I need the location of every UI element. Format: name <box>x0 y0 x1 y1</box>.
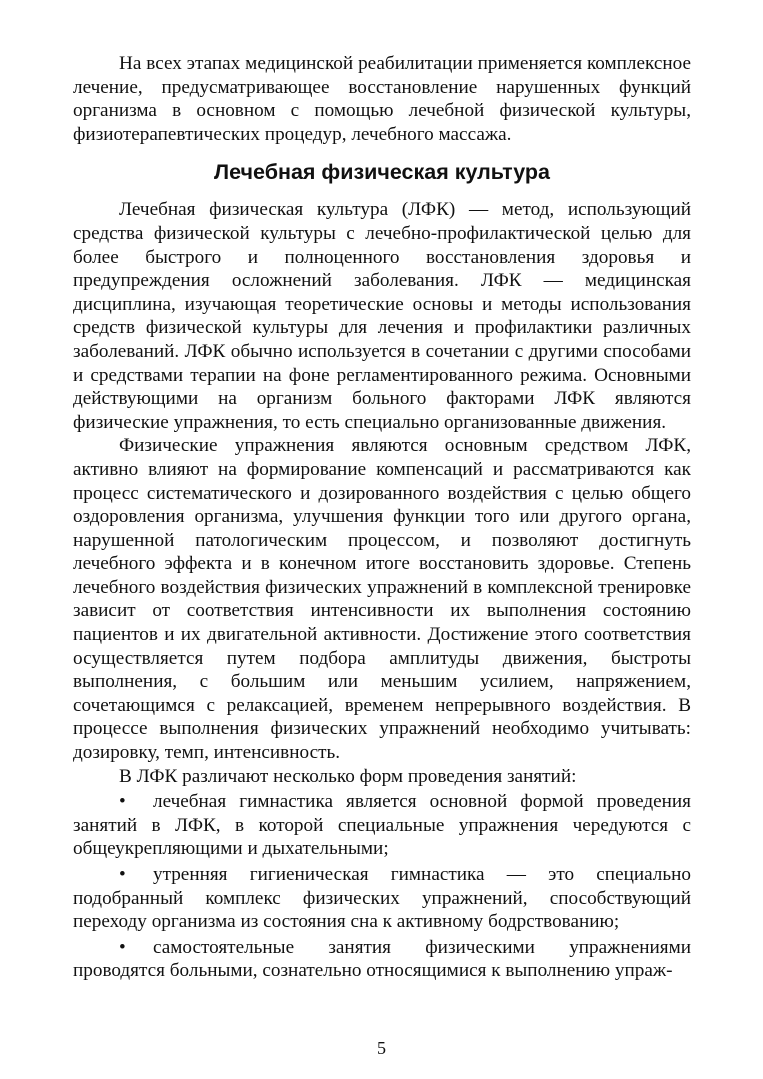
paragraph-2: Физические упражнения являются основным средством ЛФК, активно влияют на формирование компенсаций и рассматриваются как процесс систематического и дозированного воздействия с целью общего оздоровления организма, улучшения функции того или другого органа, нарушенной патологическим процессом, и позволяют достигнуть лечебного эффекта и в конечном итоге восстановить здоровье. Степень лечебного воздействия физических упражнений в комплексной тренировке зависит от соответствия интенсивности их выполнения состоянию пациентов и их двигательной активности. Достижение этого соответствия осуществляется путем подбора амплитуды движения, быстроты выполнения, с большим или меньшим усилием, напряжением, сочетающимся с релаксацией, временем непрерывного воздействия. В процессе выполнения физических упражнений необходимо учитывать: дозировку, темп, интенсивность. <box>73 435 691 764</box>
list-item-text: лечебная гимнастика является основной формой проведения занятий в ЛФК, в которой специальные упражнения чередуются с общеукрепляющими и дыхательными; <box>73 791 691 860</box>
paragraph-1: Лечебная физическая культура (ЛФК) — метод, использующий средства физической культуры с лечебно-профилактической целью для более быстрого и полноценного восстановления здоровья и предупреждения осложнений заболевания. ЛФК — медицинская дисциплина, изучающая теоретические основы и методы использования средств физической культуры для лечения и профилактики различных заболеваний. ЛФК обычно используется в сочетании с другими способами и средствами терапии на фоне регламентированного режима. Основными действующими на организм больного факторами ЛФК являются физические упражнения, то есть специально организованные движения. <box>73 199 691 433</box>
page-number: 5 <box>377 1038 386 1058</box>
list-item-text: самостоятельные занятия физическими упражнениями проводятся больными, сознательно относящимися к выполнению упраж- <box>73 936 691 982</box>
bullet-icon: • <box>119 791 126 813</box>
page-content <box>73 52 691 983</box>
list-item <box>73 936 691 983</box>
paragraph-3: В ЛФК различают несколько форм проведения занятий: <box>119 765 577 787</box>
bullet-icon: • <box>119 936 126 958</box>
list-item <box>73 790 691 861</box>
bullet-icon: • <box>119 864 126 885</box>
intro-paragraph: На всех этапах медицинской реабилитации применяется комплексное лечение, предусматривающее восстановление нарушенных функций организма в основном с помощью лечебной физической культуры, физиотерапевтических процедур, лечебного массажа. <box>73 53 691 145</box>
list-item <box>73 863 691 934</box>
section-title: Лечебная физическая культура <box>214 160 550 185</box>
list-item-text: утренняя гигиеническая гимнастика — это специально подобранный комплекс физических упражнений, способствующий переходу организма из состояния сна к активному бодрствованию; <box>73 864 691 933</box>
